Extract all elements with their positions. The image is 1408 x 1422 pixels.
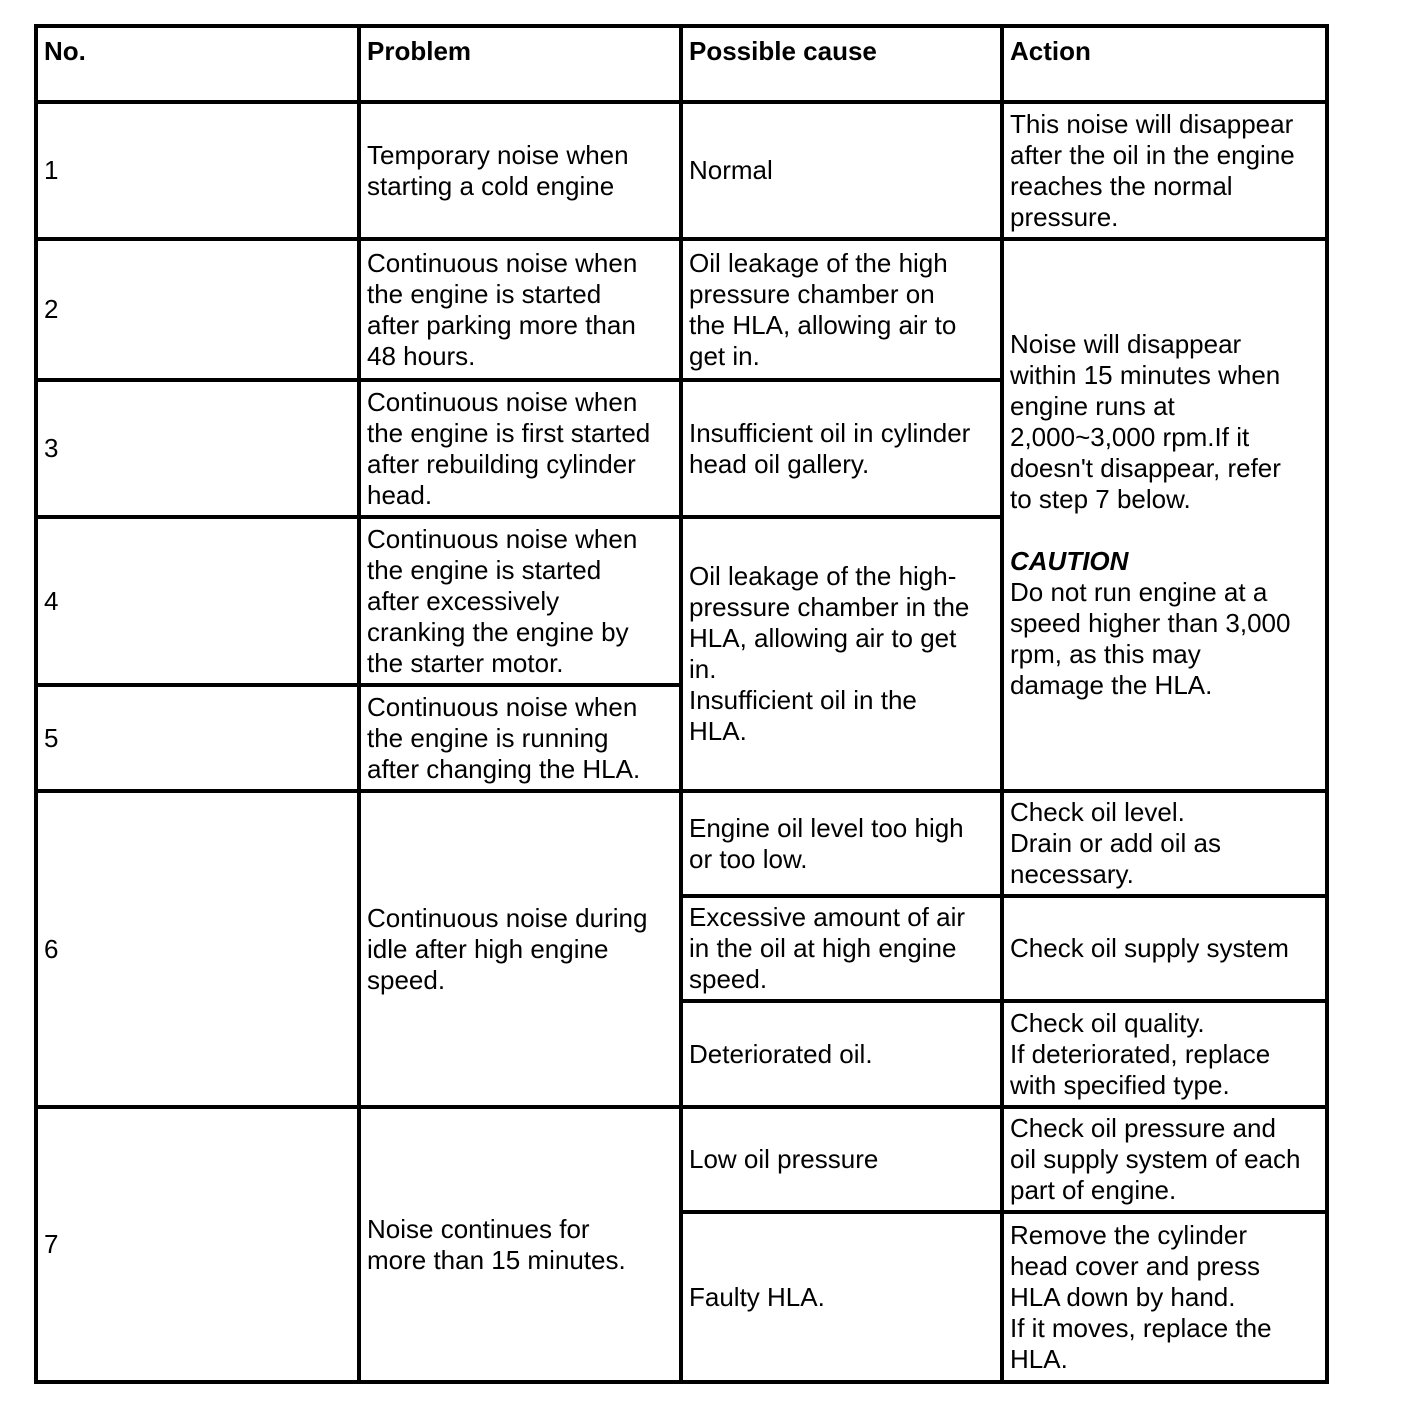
row-number: 4 <box>36 517 359 685</box>
action-cell: Remove the cylinder head cover and press HLA down by hand. If it moves, replace the HLA. <box>1002 1212 1327 1382</box>
row-number: 1 <box>36 102 359 239</box>
problem-cell: Continuous noise when the engine is running after changing the HLA. <box>359 685 681 791</box>
problem-cell: Noise continues for more than 15 minutes. <box>359 1107 681 1382</box>
row-number: 2 <box>36 239 359 380</box>
cause-cell: Deteriorated oil. <box>681 1001 1002 1107</box>
row-number: 5 <box>36 685 359 791</box>
problem-cell: Continuous noise during idle after high engine speed. <box>359 791 681 1107</box>
action-cell: Check oil level. Drain or add oil as necessary. <box>1002 791 1327 896</box>
problem-cell: Continuous noise when the engine is started after excessively cranking the engine by the starter motor. <box>359 517 681 685</box>
action-cell: This noise will disappear after the oil in the engine reaches the normal pressure. <box>1002 102 1327 239</box>
cause-cell: Engine oil level too high or too low. <box>681 791 1002 896</box>
header-no: No. <box>36 26 359 102</box>
action-shared-text: Noise will disappear within 15 minutes when engine runs at 2,000~3,000 rpm.If it doesn't disappear, refer to step 7 below. <box>1010 329 1281 514</box>
header-problem: Problem <box>359 26 681 102</box>
cause-cell: Oil leakage of the high pressure chamber on the HLA, allowing air to get in. <box>681 239 1002 380</box>
header-action: Action <box>1002 26 1327 102</box>
header-possible-cause: Possible cause <box>681 26 1002 102</box>
table-row <box>36 102 1327 239</box>
cause-cell-shared: Oil leakage of the high- pressure chamber in the HLA, allowing air to get in. Insufficient oil in the HLA. <box>681 517 1002 791</box>
cause-cell: Faulty HLA. <box>681 1212 1002 1382</box>
table-header-row <box>36 26 1327 102</box>
row-number: 6 <box>36 791 359 1107</box>
problem-cell: Temporary noise when starting a cold engine <box>359 102 681 239</box>
action-cell-shared <box>1002 239 1327 791</box>
table-row <box>36 239 1327 380</box>
problem-cell: Continuous noise when the engine is started after parking more than 48 hours. <box>359 239 681 380</box>
cause-cell: Insufficient oil in cylinder head oil gallery. <box>681 380 1002 517</box>
action-cell: Check oil pressure and oil supply system of each part of engine. <box>1002 1107 1327 1212</box>
troubleshooting-table <box>34 24 1329 1384</box>
table-row <box>36 791 1327 896</box>
cause-cell: Low oil pressure <box>681 1107 1002 1212</box>
table-row <box>36 1107 1327 1212</box>
problem-cell: Continuous noise when the engine is first started after rebuilding cylinder head. <box>359 380 681 517</box>
cause-cell: Excessive amount of air in the oil at high engine speed. <box>681 896 1002 1001</box>
caution-label: CAUTION <box>1010 546 1129 576</box>
action-cell: Check oil quality. If deteriorated, replace with specified type. <box>1002 1001 1327 1107</box>
row-number: 7 <box>36 1107 359 1382</box>
caution-text: Do not run engine at a speed higher than 3,000 rpm, as this may damage the HLA. <box>1010 577 1291 700</box>
cause-cell: Normal <box>681 102 1002 239</box>
row-number: 3 <box>36 380 359 517</box>
action-cell: Check oil supply system <box>1002 896 1327 1001</box>
